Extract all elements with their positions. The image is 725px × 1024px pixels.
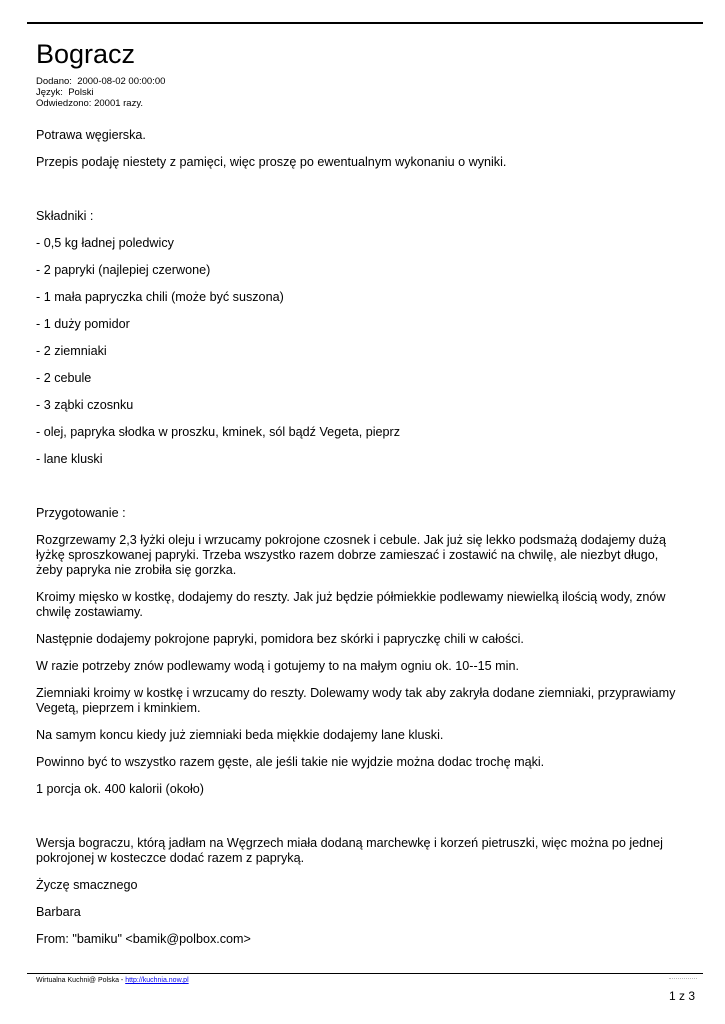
language-label: Język: <box>36 87 63 98</box>
ingredient-item: - 1 duży pomidor <box>36 317 130 331</box>
footer-site-link[interactable]: http://kuchnia.now.pl <box>125 977 189 984</box>
ingredient-item: - 1 mała papryczka chili (może być suszona) <box>36 290 284 304</box>
added-value: 2000-08-02 00:00:00 <box>77 76 166 87</box>
ingredient-item: - 2 ziemniaki <box>36 344 107 358</box>
footer-divider <box>27 973 703 974</box>
ingredient-item: - lane kluski <box>36 452 103 466</box>
preparation-heading: Przygotowanie : <box>36 506 126 520</box>
footer-decoration <box>669 978 697 979</box>
ingredient-item: - olej, papryka słodka w proszku, kminek, sól bądź Vegeta, pieprz <box>36 425 401 439</box>
ingredient-item: - 2 cebule <box>36 371 92 385</box>
preparation-step: Następnie dodajemy pokrojone papryki, pomidora bez skórki i papryczkę chili w całości. <box>36 632 524 646</box>
metadata-block <box>36 76 165 109</box>
closing-wish: Życzę smacznego <box>36 878 138 892</box>
recipe-body <box>36 128 676 947</box>
author-email: From: "bamiku" <bamik@polbox.com> <box>36 932 251 946</box>
calorie-note: 1 porcja ok. 400 kalorii (około) <box>36 782 204 796</box>
page-number: 1 z 3 <box>668 989 695 1003</box>
added-label: Dodano: <box>36 76 72 87</box>
author-name: Barbara <box>36 905 81 919</box>
added-date <box>36 76 165 87</box>
language <box>36 87 165 98</box>
preparation-step: Powinno być to wszystko razem gęste, ale jeśli takie nie wyjdzie można dodac trochę mąki. <box>36 755 545 769</box>
intro-paragraph: Potrawa węgierska. <box>36 128 146 142</box>
preparation-step: W razie potrzeby znów podlewamy wodą i gotujemy to na małym ogniu ok. 10--15 min. <box>36 659 519 673</box>
footer-site <box>36 977 189 985</box>
ingredient-item: - 0,5 kg ładnej poledwicy <box>36 236 174 250</box>
top-divider <box>27 22 703 24</box>
intro-paragraph: Przepis podaję niestety z pamięci, więc proszę po ewentualnym wykonaniu o wyniki. <box>36 155 507 169</box>
preparation-step: Kroimy mięsko w kostkę, dodajemy do reszty. Jak już będzie półmiekkie podlewamy niewielką ilością wody, znów chwilę zostawiamy. <box>36 590 666 619</box>
variant-note: Wersja bograczu, którą jadłam na Węgrzech miała dodaną marchewkę i korzeń pietruszki, więc można po jednej pokrojonej w kosteczce dodać razem z papryką. <box>36 836 663 865</box>
language-value: Polski <box>68 87 94 98</box>
ingredients-heading: Składniki : <box>36 209 94 223</box>
page-title: Bogracz <box>36 39 136 69</box>
preparation-step: Na samym koncu kiedy już ziemniaki beda miękkie dodajemy lane kluski. <box>36 728 444 742</box>
preparation-step: Rozgrzewamy 2,3 łyżki oleju i wrzucamy pokrojone czosnek i cebule. Jak już się lekko podsmażą dodajemy dużą łyżkę sproszkowanej papryki. Trzeba wszystko razem dobrze zamieszać i zostawić na chwilę, ale niezbyt długo, żeby papryka nie zrobiła się gorzka. <box>36 533 666 577</box>
ingredient-item: - 3 ząbki czosnku <box>36 398 134 412</box>
preparation-step: Ziemniaki kroimy w kostkę i wrzucamy do reszty. Dolewamy wody tak aby zakryła dodane ziemniaki, przyprawiamy Vegetą, pieprzem i kminkiem. <box>36 686 676 715</box>
visit-count: Odwiedzono: 20001 razy. <box>36 98 144 109</box>
footer-site-text: Wirtualna Kuchni@ Polska - <box>36 977 126 984</box>
ingredient-item: - 2 papryki (najlepiej czerwone) <box>36 263 211 277</box>
